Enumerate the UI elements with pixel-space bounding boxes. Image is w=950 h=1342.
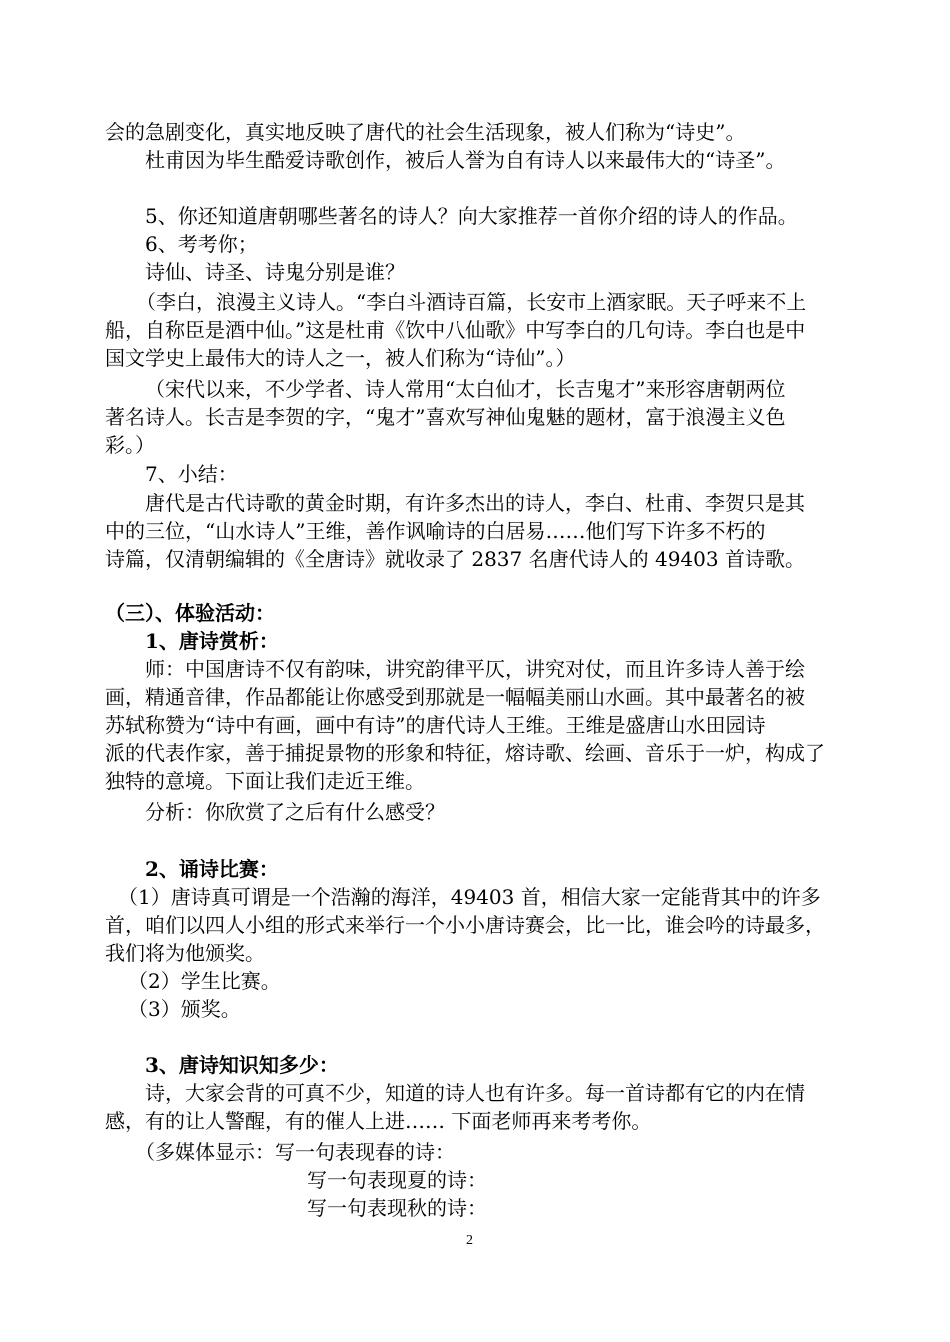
text-line: （李白，浪漫主义诗人。“李白斗酒诗百篇，长安市上酒家眠。天子呼来不上 (136, 290, 807, 314)
text-line: 杜甫因为毕生酷爱诗歌创作，被后人誉为自有诗人以来最伟大的“诗圣”。 (145, 148, 786, 172)
section-heading: （三）、体验活动： (105, 601, 275, 625)
text-line: （2）学生比赛。 (128, 969, 281, 993)
text-line: 诗篇，仅清朝编辑的《全唐诗》就收录了 2837 名唐代诗人的 49403 首诗歌。 (105, 547, 805, 571)
text-line: 7、小结： (145, 462, 238, 486)
text-line: 独特的意境。下面让我们走近王维。 (105, 769, 425, 793)
text-line: 师：中国唐诗不仅有韵味，讲究韵律平仄，讲究对仗，而且许多诗人善于绘 (145, 657, 805, 681)
text-line: 苏轼称赞为“诗中有画，画中有诗”的唐代诗人王维。王维是盛唐山水田园诗 (105, 713, 766, 737)
subsection-heading: 3、唐诗知识知多少： (145, 1053, 339, 1077)
text-line: 国文学史上最伟大的诗人之一，被人们称为“诗仙”。） (105, 346, 576, 370)
text-line: （3）颁奖。 (128, 997, 241, 1021)
subsection-heading: 1、唐诗赏析： (145, 629, 279, 653)
text-line: 6、考考你； (145, 232, 258, 256)
text-line: 分析：你欣赏了之后有什么感受？ (145, 800, 445, 824)
text-line: 感，有的让人警醒，有的催人上进…… 下面老师再来考考你。 (105, 1109, 652, 1133)
text-line: 中的三位，“山水诗人”王维，善作讽喻诗的白居易……他们写下许多不朽的 (105, 519, 766, 543)
subsection-heading: 2、诵诗比赛： (145, 857, 279, 881)
text-line: 我们将为他颁奖。 (105, 941, 265, 965)
text-line: 5、你还知道唐朝哪些著名的诗人？向大家推荐一首你介绍的诗人的作品。 (145, 204, 798, 228)
page-number: 2 (466, 1233, 473, 1248)
text-line: 著名诗人。长吉是李贺的字，“鬼才”喜欢写神仙鬼魅的题材，富于浪漫主义色 (105, 405, 786, 429)
text-line: 诗仙、诗圣、诗鬼分别是谁？ (145, 260, 405, 284)
text-line: （宋代以来，不少学者、诗人常用“太白仙才，长吉鬼才”来形容唐朝两位 (145, 377, 786, 401)
text-line: 派的代表作家，善于捕捉景物的形象和特征，熔诗歌、绘画、音乐于一炉，构成了 (105, 741, 825, 765)
text-line: （多媒体显示：写一句表现春的诗： (135, 1140, 455, 1164)
text-line: 船，自称臣是酒中仙。”这是杜甫《饮中八仙歌》中写李白的几句诗。李白也是中 (105, 318, 806, 342)
text-line: 彩。） (105, 433, 155, 457)
text-line: 写一句表现秋的诗： (307, 1196, 487, 1220)
text-line: 画，精通音律，作品都能让你感受到那就是一幅幅美丽山水画。其中最著名的被 (105, 685, 805, 709)
text-line: 诗，大家会背的可真不少，知道的诗人也有许多。每一首诗都有它的内在情 (145, 1081, 805, 1105)
text-line: 首，咱们以四人小组的形式来举行一个小小唐诗赛会，比一比，谁会吟的诗最多， (105, 913, 825, 937)
text-line: （1）唐诗真可谓是一个浩瀚的海洋，49403 首，相信大家一定能背其中的许多 (118, 885, 821, 909)
text-line: 写一句表现夏的诗： (307, 1168, 487, 1192)
text-line: 会的急剧变化，真实地反映了唐代的社会生活现象，被人们称为“诗史”。 (105, 120, 746, 144)
text-line: 唐代是古代诗歌的黄金时期，有许多杰出的诗人，李白、杜甫、李贺只是其 (145, 491, 805, 515)
